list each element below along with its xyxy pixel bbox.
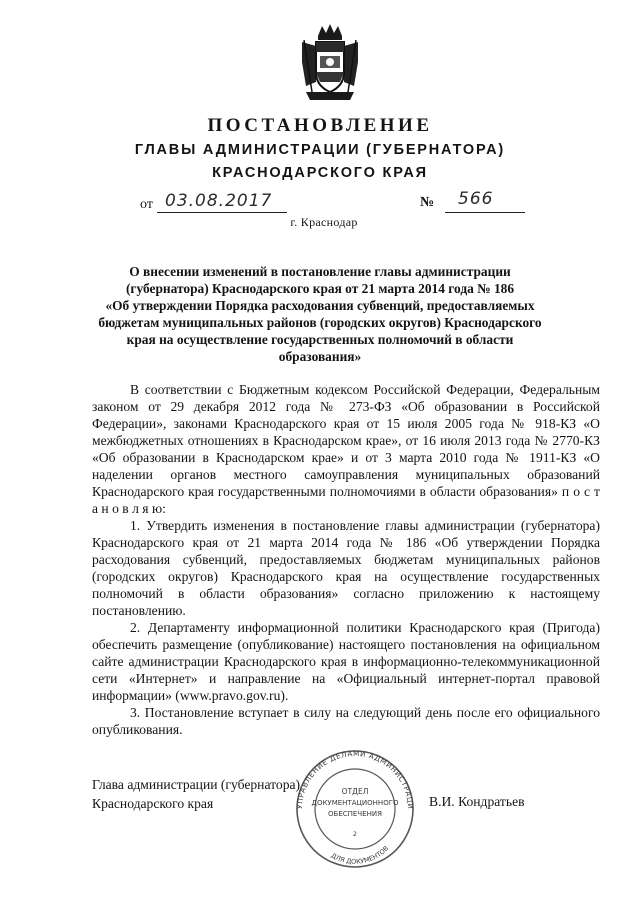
- title-line: О внесении изменений в постановление главы администрации: [129, 264, 511, 279]
- item-3-paragraph: 3. Постановление вступает в силу на следующий день после его официального опубликования.: [92, 705, 600, 737]
- title-line: края на осуществление государственных полномочий в области: [126, 332, 514, 347]
- title-line: «Об утверждении Порядка расходования субвенций, предоставляемых: [105, 298, 535, 313]
- signatory-position-line: Глава администрации (губернатора): [92, 777, 301, 792]
- number-underline: [445, 212, 525, 213]
- date-prefix: от: [140, 197, 153, 212]
- document-number: 566: [458, 189, 494, 209]
- title-line: бюджетам муниципальных районов (городских округов) Краснодарского: [98, 315, 542, 330]
- signatory-name: В.И. Кондратьев: [429, 794, 525, 809]
- title-line: (губернатора) Краснодарского края от 21 марта 2014 года № 186: [125, 281, 515, 296]
- stamp-inner-line: ДОКУМЕНТАЦИОННОГО: [311, 799, 399, 807]
- item-1-paragraph: 1. Утвердить изменения в постановление главы администрации (губернатора) Краснодарского края от 21 марта 2014 года № 186 «Об утверждении Порядка расходования субвенций, предоставляемых бюджетам муниципальных районов (городских округов) Краснодарского края на осуществление государственных полномочий в области образования» согласно приложению к настоящему постановлению.: [92, 518, 600, 618]
- number-prefix: №: [420, 195, 435, 210]
- document-body: [92, 381, 600, 738]
- coat-of-arms-icon: [296, 22, 364, 102]
- stamp-bottom-text: ДЛЯ ДОКУМЕНТОВ: [329, 844, 391, 866]
- stamp-outer-text: УПРАВЛЕНИЕ ДЕЛАМИ АДМИНИСТРАЦИ: [294, 748, 416, 810]
- stamp-inner-line: ОБЕСПЕЧЕНИЯ: [328, 810, 382, 818]
- document-date: 03.08.2017: [165, 191, 273, 211]
- signatory-position-line: Краснодарского края: [92, 796, 214, 811]
- authority-heading: ГЛАВЫ АДМИНИСТРАЦИИ (ГУБЕРНАТОРА): [134, 142, 506, 158]
- stamp-inner-line: ОТДЕЛ: [341, 787, 369, 796]
- region-heading: КРАСНОДАРСКОГО КРАЯ: [212, 165, 428, 181]
- document-type-heading: ПОСТАНОВЛЕНИЕ: [207, 115, 433, 136]
- document-title: [95, 263, 545, 365]
- city-label: г. Краснодар: [290, 215, 358, 229]
- office-stamp: [290, 747, 420, 869]
- date-underline: [157, 212, 287, 213]
- item-2-paragraph: 2. Департаменту информационной политики Краснодарского края (Пригода) обеспечить размещение (опубликование) настоящего постановления на официальном сайте администрации Краснодарского края в информационно-телекоммуникационной сети «Интернет» и направление на «Официальный интернет-портал правовой информации» (www.pravo.gov.ru).: [92, 620, 600, 703]
- preamble-paragraph: В соответствии с Бюджетным кодексом Российской Федерации, Федеральным законом от 29 декабря 2012 года № 273-ФЗ «Об образовании в Российской Федерации», законами Краснодарского края от 15 июля 2005 года № 918-КЗ «О межбюджетных отношениях в Краснодарском крае», от 16 июля 2013 года № 2770-КЗ «Об образовании в Краснодарском крае» и от 3 марта 2010 года № 1911-КЗ «О наделении органов местного самоуправления муниципальных образований Краснодарского края государственными полномочиями в области образования» п о с т а н о в л я ю:: [92, 382, 600, 516]
- stamp-number: 2: [352, 830, 358, 838]
- title-line: образования»: [278, 349, 362, 364]
- signatory-position: [92, 775, 300, 813]
